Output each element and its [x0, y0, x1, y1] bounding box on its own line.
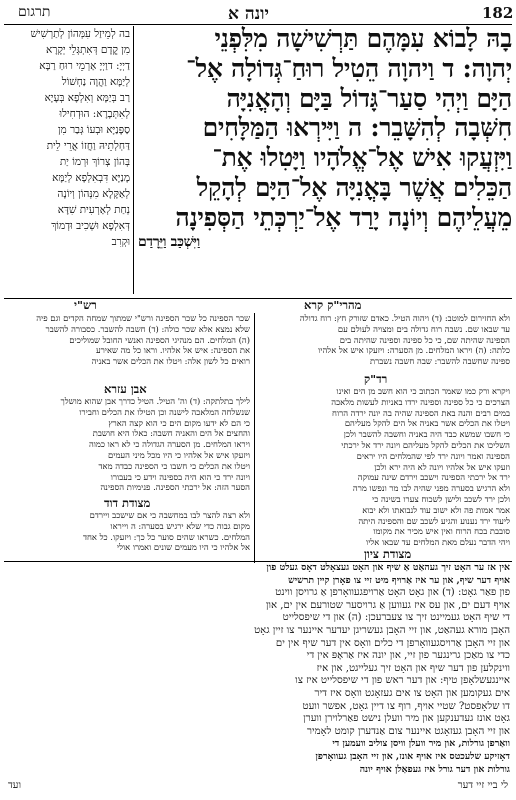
targum-line: דַּחְלְתֵיהּ וַחֲזוֹ אֲרֵי לֵית: [46, 140, 130, 152]
radak-line: במים רבים והנה באת הספינה שהיה בה יונה ירדה הרוח: [331, 407, 510, 418]
verse-line: הַיָּם וַיְהִי סַעַר־גָּדוֹל בַּיָּם וְהָאֳנִיָּה: [226, 83, 512, 113]
kara-line: עד שבאו שם. נשבה רוח גדולה בים ומצויה לעולם עם: [337, 323, 510, 334]
rashi-line: את הספינה: איש אל אלהיו. וראו כל מה שאירע: [95, 345, 250, 356]
ibn-ezra-line: ויונה ירד כי הוא היה בספינה וידע כי בעבורו: [110, 471, 250, 482]
radak-line: הספינה ואמר ויונה ירד לפי שהמלחים היו יראים: [356, 450, 510, 461]
targum-line: בה לְמֵיזַל עִמְּהוֹן לְתַרְשִׁישׁ: [30, 28, 130, 40]
metzudat-david-heading: מצודת דוד: [104, 496, 151, 510]
column-divider: [133, 26, 134, 294]
radak-heading: רד"ק: [364, 372, 388, 386]
yiddish-line: גאָט אונז געדענקען און מיר וועלן נישט פאַרלוירן ווערן: [303, 713, 510, 725]
verse-line: וַיִּזְעֲקוּ אִישׁ אֶל־אֱלֹהָיו וַיָּטִלוּ אֶת־: [212, 143, 512, 173]
radak-line: אמר אמות פה ולא ישוב עוד לנבואתו ולא יבוא: [362, 504, 510, 515]
targum-line: דַיְיָ: דוַיְיָ אַרְמֵי רוּחַ רַבָּא: [39, 60, 130, 72]
targum-line: נְחַת לְאַרְעִית שִׁדָּא: [57, 204, 130, 216]
metzudat-david-line: המלחים. כשראו שהים סוער כל כך: ויזעקו. כל אחד: [82, 531, 250, 542]
kara-heading: מהרי"ק קרא: [304, 298, 362, 312]
column-divider: [254, 313, 255, 563]
yiddish-line: וואַרפן גורלות, און מיר וועלן וויסן צוליב וועמען די: [332, 738, 510, 750]
targum-line: וּקְרִב: [111, 236, 130, 248]
yiddish-line: אין אז ער האָט זיך געהאַט אַ שיף און האָט געצאָלט דאָס געלט פון: [266, 562, 510, 573]
verse-line: מֵעֲלֵיהֶם וְיוֹנָה יָרַד אֶל־יַרְכְּתֵי הַסְּפִינָה: [175, 202, 512, 232]
ibn-ezra-line: והחצים אל הים והאניה חשבה: כאלו היא חושבת: [92, 428, 250, 439]
radak-line: וזעקו איש אל אלהיו ויונה לא היה ירא ולכן: [374, 461, 510, 472]
yiddish-line: ווינקלען פון דער שיף און האָט זיך געלייגט, און איז: [316, 662, 510, 674]
radak-line: השליכו את הכלים להקל מעליהם ויונה ירד אל ירכתי: [341, 439, 510, 450]
ibn-ezra-line: ויזעקו איש אל אלהיו כי היו מכל מיני העמים: [108, 449, 250, 460]
kara-line: הספינה שהיתה שם, כי כל ספינה וספינה שהיתה בים: [339, 334, 510, 345]
main-verse-text: [138, 24, 512, 296]
verse-line: בָהּ לָבוֹא עִמָּהֶם תַּרְשִׁישָׁה מִלִּפְנֵי: [214, 24, 512, 53]
yiddish-line: גורלות און דער גורל איז געפאַלן אויף יונה: [359, 763, 510, 775]
rashi-line: רואים כל לשון אלה: ויטלו את הכלים אשר באניה: [91, 356, 250, 367]
metzudat-david-commentary: [6, 510, 250, 560]
targum-line: דְּאִלְפָא וּשְׁכִיב וּדְמוֹךְ: [51, 220, 130, 232]
yiddish-line: די שיף האָט געמיינט זיך צו צעברעכן: (ה) און די שיפסלייט: [282, 612, 510, 624]
verse-line: הַכֵּלִים אֲשֶׁר בָּאֳנִיָּה אֶל־הַיָּם לְהָקֵל: [196, 172, 512, 202]
targum-column: [6, 26, 130, 326]
yiddish-line: דאָזיקע שלעכטס איז אויף אונז, און זיי האָבן געוואָרפן: [315, 750, 510, 762]
radak-line: ויטלו את הכלים אשר באניה אל הים להקל מעליהם: [344, 418, 510, 429]
yiddish-line: האָבן מורא געהאַט, און זיי האָבן געשריגן יעדער איינער צו זיין גאָט: [254, 624, 510, 636]
verse-line: חִשְּׁבָה לְהִשָּׁבֵר: ה וַיִּירְאוּ הַמַּלָּחִים: [202, 113, 512, 143]
targum-line: מָנַיָּא דִּבְאִלְפָא לְיַמָּא: [52, 172, 130, 184]
radak-line: סובבת בכח הרוח ואין איש מכיר את מקומו: [373, 526, 510, 537]
radak-line: ויקרא ורק כמו שאמר הכתוב כי הוא חשב מן הים ואינו: [336, 386, 510, 396]
yiddish-line: און זיי האָבן אַרויסגעוואָרפן די כלים וואָס אין דער שיף אין ים: [275, 637, 510, 649]
book-title: יונה א: [228, 4, 269, 24]
kara-line: כלתה: (ה) ויראו המלחים. מן הסערה: ויזעקו איש אל אלהיו: [318, 345, 510, 356]
footer-left: ועד: [8, 780, 22, 791]
rashi-line: (ה) המלחים. הם מנהיגי הספינה ואנשי החובל שמוליכים: [69, 334, 250, 345]
yiddish-line: דו שלאָפסט? שטיי אויף, רוף צו דיין גאָט, אפשר וועט: [302, 700, 510, 712]
targum-line: לְאִתְּבָרָא: הוּדְחִילוּ: [59, 108, 130, 120]
metzudat-david-line: מקום גבוה כדי שלא ירגיש בסערה: ה וייראו: [110, 520, 250, 531]
ibn-ezra-heading: אבן עזרא: [104, 382, 147, 396]
metzudat-david-line: ולא רצה להצר לבו במחשבה כי אם שישכב ויירדם: [89, 510, 250, 520]
radak-line: כי חשבו שמשא כבד היה באניה וחשבה להשבר ולכן: [343, 429, 510, 440]
radak-line: הצרכים כי כל ספינה וספינה ירדו באניות לעשות מלאכה: [331, 396, 510, 407]
yiddish-line: איינגעשלאָפן טיף: און דער ראש פון די שיפסלייט איז צו: [295, 675, 510, 687]
rashi-heading: רש"י: [74, 298, 97, 312]
yiddish-line: אים געקומען און האָט צו אים געזאָגט וואָס איז דיר: [314, 687, 510, 699]
targum-line: לְיַמָּא וַהֲוָה נַחְשׁוֹל: [61, 76, 130, 88]
kara-line: ספינה שחשבה להשבר: שבה חשבה נשברת: [370, 356, 510, 367]
page: [4, 2, 512, 798]
rashi-line: שלא נמצא אלא שכר כולה: (ד) חשבה להשבר. כסבורה להשבר: [45, 323, 250, 334]
metzudat-david-line: אל אלהיו כי היו מעמים שונים ואמרו אולי: [116, 542, 250, 553]
targum-line: לְאַקָּלָא מִנְּהוֹן וְיוֹנָה: [57, 188, 130, 200]
verse-line: וַיִּשְׁכַּב וַיֵּרָדַם: [138, 233, 200, 250]
kara-line: ולא החזירום למוטב: (ד) ויהוה הטיל. כאדם שזורק חץ: רוח גדולה: [299, 313, 510, 323]
page-header: [4, 2, 512, 25]
ibn-ezra-line: לילך בתלתקה: (ד) וה' הטיל. הטיל כדרך אבן שהוא מושלך: [60, 396, 250, 406]
radak-line: ירד אל ירכתי הספינה וישכב וירדם שינה עמוקה: [357, 472, 510, 483]
targum-label: תרגום: [18, 4, 51, 20]
yiddish-line: אויף דער שיף, און ער איז אַרויף מיט זיי צו פאָרן קיין תרשיש: [288, 574, 510, 586]
rashi-line: שכר הספינה כל שכר הספינה ורש"י שמתוך שמחה הקדים וגם פיה: [36, 313, 250, 323]
verse-line: יְהוָה: ד וַיהוָה הֵטִיל רוּחַ־גְּדוֹלָה אֶל־: [186, 53, 512, 83]
ibn-ezra-line: כי הם לא ידעו מקום הים כי הוא קצה הארץ: [108, 417, 250, 428]
radak-line: ויהי הדבר נעלם מאת המלחים עד שבאו אליו: [366, 537, 510, 548]
radak-commentary: [260, 386, 510, 548]
yiddish-translation: [6, 562, 510, 776]
ibn-ezra-line: ויראו המלחים. מן הסערה הגדולה כי לא ראו כמוה: [88, 439, 250, 450]
radak-line: ולכן ירד לשכב ולישן לשכוח צערו בשינה כי: [372, 493, 510, 504]
rashi-commentary: [6, 313, 250, 371]
page-number: 182: [482, 4, 514, 22]
targum-line: רַב בְּיַמָּא וְאִלְפָא בְּעָיָא: [44, 92, 130, 104]
yiddish-line: פון פאַר גאָט: (ד) און גאָט האָט אַרויפגעוואָרפן אַ גרויסן ווינט: [275, 587, 510, 599]
targum-line: מִן קֳדָם דְּאִתְגְּלֵי יְקָרָא: [46, 44, 130, 56]
ibn-ezra-commentary: [6, 396, 250, 496]
yiddish-line: און זיי האָבן געזאָגט איינער צום אַנדערן קומט לאָמיר: [307, 725, 510, 737]
metzudat-zion-heading: מצודת ציון: [364, 547, 412, 561]
yiddish-line: כדי צו מאַכן גרינגער פון זיי, און יונה איז אַראָפּ אין די: [306, 650, 510, 662]
radak-line: ולא הרגיש בסערה מפני שהיה לבו מר ונפשו מרה: [352, 483, 510, 494]
ibn-ezra-line: שנשלחה המלאכה לישנה וכן הטילו את הכלים וחבירו: [79, 406, 250, 417]
kara-commentary: [260, 313, 510, 371]
radak-line: ליעוד ירד נענוע והגיע לשכב שם והספינה היתה: [358, 515, 510, 526]
targum-line: סַפָּנַיָּא וּבְעוֹ גְּבַר מִן: [57, 124, 130, 136]
page-footer: [8, 780, 508, 791]
footer-right: לי ביי זיי דער: [457, 780, 508, 791]
yiddish-line: אויף דעם ים, און עס איז געווען אַ גרויסער שטורעם אין ים, און: [265, 599, 510, 611]
ibn-ezra-line: ויטלו את הכלים כי חשבו כי הספינה כבדה מאד: [98, 460, 250, 471]
targum-line: בְּהוֹן צְרוֹךְ וּרְמוֹ יַת: [59, 156, 130, 168]
ibn-ezra-line: הסער הזה: אל ירכתי הספינה. פנימיות הספינה: [100, 482, 250, 493]
